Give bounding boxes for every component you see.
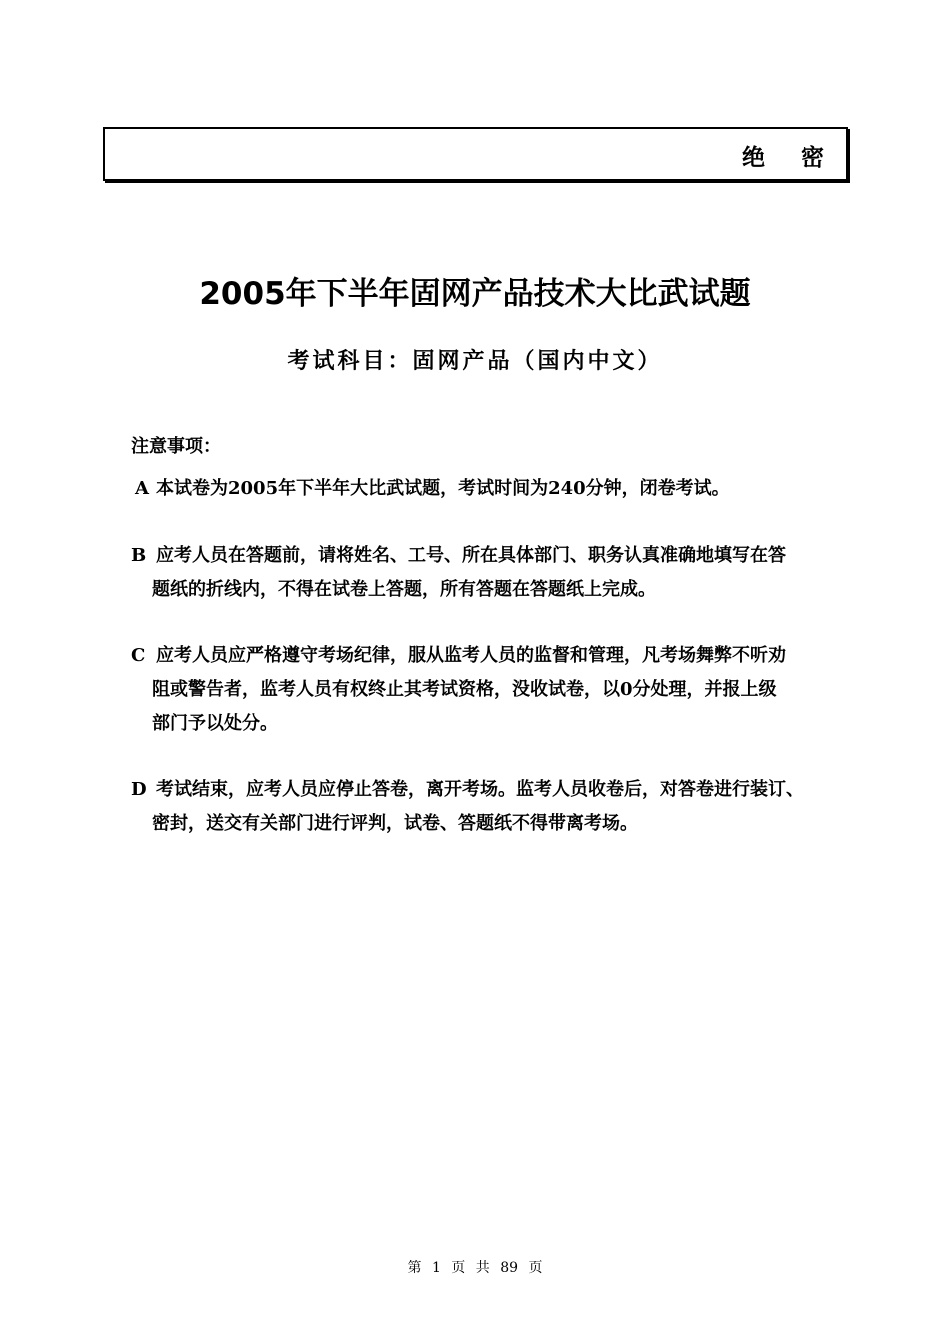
page-footer: 第 1 页 共 89 页: [407, 1260, 543, 1276]
note-text: 应考人员在答题前，请将姓名、工号、所在具体部门、职务认真准确地填写在答: [156, 545, 786, 566]
notes-heading: 注意事项：: [131, 436, 221, 457]
exam-subject: 考试科目：固网产品（国内中文）: [287, 348, 663, 374]
note-text: 考试结束，应考人员应停止答卷，离开考场。监考人员收卷后，对答卷进行装订、: [156, 779, 804, 800]
note-line: 阻或警告者，监考人员有权终止其考试资格，没收试卷，以0分处理，并报上级: [152, 679, 777, 700]
note-line: 部门予以处分。: [152, 713, 278, 734]
note-line: [131, 773, 851, 807]
classification-label: 绝 密: [741, 145, 838, 171]
document-title: 2005年下半年固网产品技术大比武试题: [199, 276, 751, 312]
note-line: [131, 539, 851, 573]
note-letter: C: [131, 645, 146, 666]
note-line: 密封，送交有关部门进行评判，试卷、答题纸不得带离考场。: [152, 813, 638, 834]
note-letter: B: [131, 545, 147, 566]
note-c: [131, 639, 851, 741]
note-letter: D: [131, 779, 147, 800]
note-d: [131, 773, 851, 841]
classification-box: [103, 127, 848, 181]
note-line: 题纸的折线内，不得在试卷上答题，所有答题在答题纸上完成。: [152, 579, 656, 600]
note-line: [131, 639, 851, 673]
note-text: 本试卷为2005年下半年大比武试题，考试时间为240分钟，闭卷考试。: [156, 478, 730, 499]
note-text: 应考人员应严格遵守考场纪律，服从监考人员的监督和管理，凡考场舞弊不听劝: [156, 645, 786, 666]
note-line: [131, 472, 851, 506]
note-b: [131, 539, 851, 607]
note-a: [131, 472, 851, 506]
note-letter: A: [135, 478, 149, 499]
